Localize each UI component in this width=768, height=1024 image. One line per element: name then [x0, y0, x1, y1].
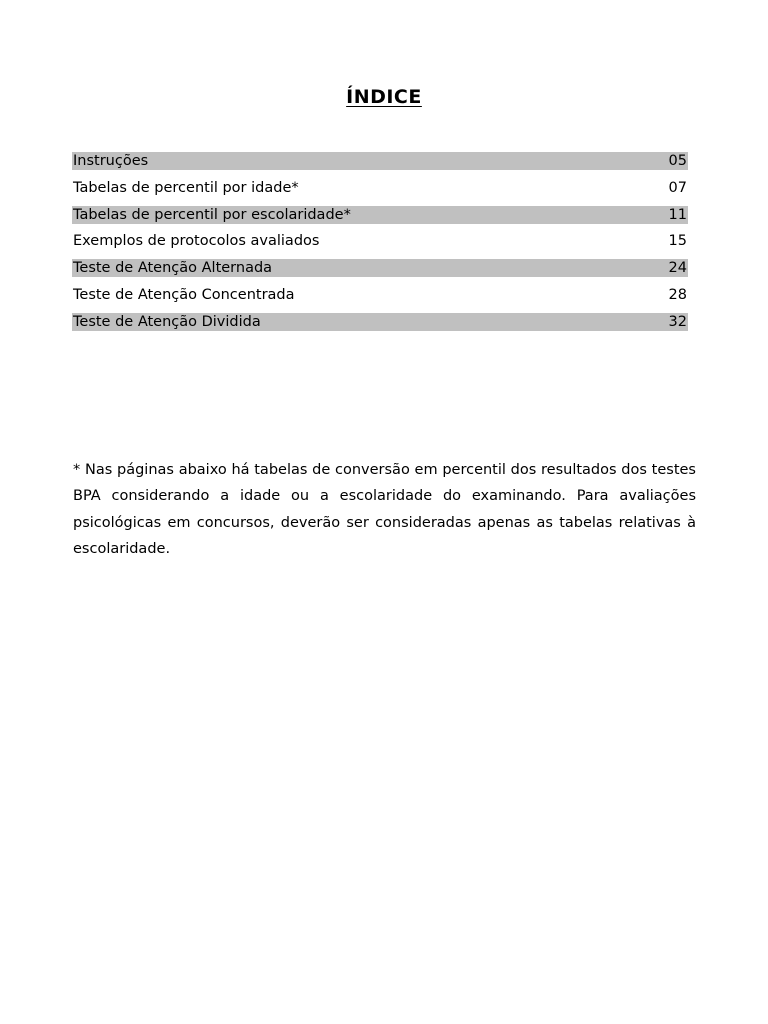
toc-entry-label: Teste de Atenção Alternada: [73, 260, 273, 277]
toc-entry-page: 07: [668, 179, 687, 196]
toc-entry-label: Exemplos de protocolos avaliados: [73, 233, 320, 250]
toc-entry-label: Teste de Atenção Concentrada: [73, 286, 295, 303]
toc-row-atencao-dividida: [72, 313, 688, 331]
toc-row-percentil-idade: [72, 179, 688, 197]
toc-entry-page: 05: [668, 153, 687, 169]
table-of-contents: [72, 152, 688, 340]
toc-row-atencao-alternada: [72, 259, 688, 277]
toc-entry-page: 32: [668, 313, 687, 330]
footnote-paragraph: * Nas páginas abaixo há tabelas de conversão em percentil dos resultados dos testes BPA considerando a idade ou a escolaridade do examinando. Para avaliações psicológicas em concursos, deverão ser consideradas apenas as tabelas relativas à escolaridade.: [73, 461, 696, 557]
toc-entry-label: Tabelas de percentil por idade*: [73, 179, 299, 196]
toc-row-instrucoes: [72, 152, 688, 170]
toc-entry-page: 15: [668, 233, 687, 250]
toc-row-atencao-concentrada: [72, 286, 688, 304]
toc-row-percentil-escolaridade: [72, 206, 688, 224]
toc-entry-page: 24: [668, 260, 687, 277]
toc-row-exemplos-protocolos: [72, 232, 688, 250]
toc-entry-page: 11: [668, 206, 687, 223]
toc-entry-label: Instruções: [73, 153, 149, 169]
page-title: ÍNDICE: [346, 86, 422, 108]
toc-entry-label: Tabelas de percentil por escolaridade*: [73, 206, 351, 223]
toc-entry-label: Teste de Atenção Dividida: [73, 313, 261, 330]
toc-entry-page: 28: [668, 286, 687, 303]
